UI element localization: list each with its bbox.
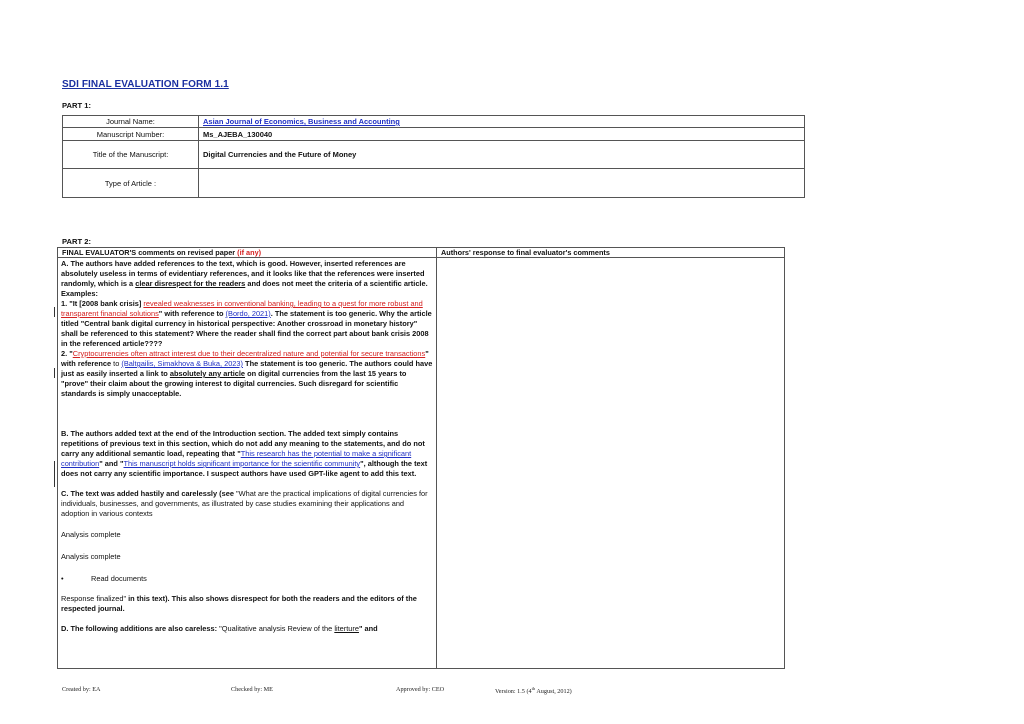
manuscript-title-row: [63, 141, 805, 169]
manuscript-title-value: Digital Currencies and the Future of Money: [199, 141, 805, 169]
form-title: SDI FINAL EVALUATION FORM 1.1: [62, 79, 229, 90]
bordo-reference-link[interactable]: (Bordo, 2021): [225, 309, 271, 318]
manuscript-number-value: Ms_AJEBA_130040: [199, 128, 805, 141]
manuscript-info-table: [62, 115, 805, 198]
part2-label: PART 2:: [62, 237, 91, 246]
comment-a-example-1: 1. "It [2008 bank crisis] revealed weaknesses in conventional banking, leading to a quest for more robust and transparent financial solutions" with reference to (Bordo, 2021). The statement is too generic. Why the article titled "Central bank digital currency in historical perspective: Another crossroad in monetary history" shall be referenced to this statement? Where the reader shall find the correct part about bank crisis 2008 in the referenced article????: [61, 299, 432, 348]
change-bar: [54, 368, 55, 378]
comment-a: A. The authors have added references to the text, which is good. However, inserted references are absolutely useless in terms of evidentiary references, and it looks like that the references were inserted randomly, which is a clear disrespect for the readers and does not meet the criteria of a scientific article. Examples:: [61, 259, 428, 298]
change-bar: [54, 307, 55, 317]
response-finalized: Response finalized" in this text). This also shows disrespect for both the readers and the editors of the respected journal.: [61, 594, 417, 613]
footer-approved-by: Approved by: CEO: [396, 686, 445, 693]
authors-response-header: Authors' response to final evaluator's comments: [437, 248, 785, 258]
bullet-icon: •: [61, 574, 64, 583]
article-type-row: [63, 169, 805, 198]
article-type-value: [199, 169, 805, 198]
footer-version: Version: 1.5 (4th August, 2012): [495, 686, 572, 696]
footer-created-by: Created by: EA: [62, 686, 101, 693]
journal-name-link[interactable]: Asian Journal of Economics, Business and Accounting: [203, 117, 400, 126]
baltgailis-reference-link[interactable]: (Baltgailis, Simakhova & Buka, 2023): [121, 359, 243, 368]
journal-name-label: Journal Name:: [63, 116, 199, 128]
change-bar: [54, 461, 55, 487]
if-any-note: (if any): [237, 248, 262, 257]
article-type-label: Type of Article :: [63, 169, 199, 198]
footer-checked-by: Checked by: ME: [231, 686, 273, 693]
read-documents-item: • Read documents: [61, 574, 147, 583]
authors-response-cell[interactable]: [437, 258, 785, 669]
evaluator-comments: [61, 259, 433, 634]
comment-d: D. The following additions are also careless: "Qualitative analysis Review of the literture" and: [61, 624, 378, 633]
manuscript-number-row: [63, 128, 805, 141]
evaluator-comments-header: FINAL EVALUATOR'S comments on revised paper (if any): [58, 248, 437, 258]
manuscript-number-label: Manuscript Number:: [63, 128, 199, 141]
comment-c: C. The text was added hastily and carelessly (see "What are the practical implications of digital currencies for individuals, businesses, and governments, as illustrated by case studies examining their applications and adoption in various contexts: [61, 489, 428, 518]
comment-b: B. The authors added text at the end of the Introduction section. The added text simply contains repetitions of previous text in this section, which do not add any meaning to the statements, and do not carry any additional semantic load, repeating that "This research has the potential to make a significant contribution" and "This manuscript holds significant importance for the scientific community", although the text does not carry any scientific importance. I suspect authors have used GPT-like agent to add this text.: [61, 429, 428, 478]
analysis-complete-2: Analysis complete: [61, 552, 121, 561]
analysis-complete-1: Analysis complete: [61, 530, 121, 539]
comment-a-example-2: 2. "Cryptocurrencies often attract interest due to their decentralized nature and potential for secure transactions" with reference to (Baltgailis, Simakhova & Buka, 2023) The statement is too generic. The authors could have just as easily inserted a link to absolutely any article on digital currencies from the last 15 years to "prove" their claim about the growing interest to digital currencies. Such disregard for scientific standards is simply unacceptable.: [61, 349, 433, 398]
journal-name-row: [63, 116, 805, 128]
manuscript-title-label: Title of the Manuscript:: [63, 141, 199, 169]
part1-label: PART 1:: [62, 101, 91, 110]
